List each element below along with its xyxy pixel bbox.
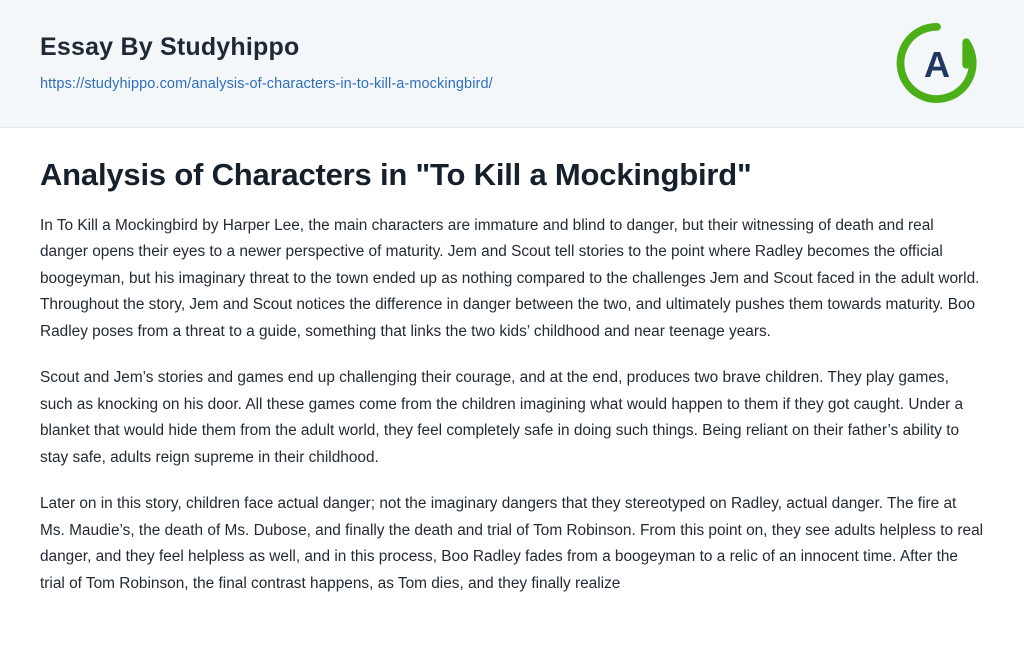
document-header: [0, 0, 1024, 128]
article-body: [40, 213, 984, 597]
brand-word-studyhippo: Studyhippo: [159, 33, 300, 61]
circular-a-logo-icon: [894, 20, 980, 106]
source-url-link[interactable]: https://studyhippo.com/analysis-of-characters-in-to-kill-a-mockingbird/: [40, 76, 493, 92]
article-paragraph: Scout and Jem’s stories and games end up challenging their courage, and at the end, produces two brave children. They play games, such as knocking on his door. All these games come from the children imagining what would happen to them if they got caught. Under a blanket that would hide them from the adult world, they feel completely safe in doing such things. Being reliant on their father’s ability to stay safe, adults reign supreme in their childhood.: [40, 369, 964, 466]
page-title: Analysis of Characters in "To Kill a Mockingbird": [40, 157, 752, 192]
brand-word-by: By: [120, 33, 153, 61]
svg-text:A: A: [923, 43, 951, 85]
article-container: [0, 128, 1024, 597]
brand-word-essay: Essay: [40, 33, 114, 61]
site-brand: [40, 32, 984, 62]
article-paragraph: In To Kill a Mockingbird by Harper Lee, the main characters are immature and blind to danger, but their witnessing of death and real danger opens their eyes to a newer perspective of maturity. Jem and Scout tell stories to the point where Radley becomes the official boogeyman, but his imaginary threat to the town ended up as nothing compared to the challenges Jem and Scout faced in the adult world. Throughout the story, Jem and Scout notices the difference in danger between the two, and ultimately pushes them towards maturity. Boo Radley poses from a threat to a guide, something that links the two kids’ childhood and near teenage years.: [40, 216, 980, 340]
article-paragraph: Later on in this story, children face actual danger; not the imaginary dangers that they stereotyped on Radley, actual danger. The fire at Ms. Maudie’s, the death of Ms. Dubose, and finally the death and trial of Tom Robinson. From this point on, they see adults helpless to real danger, and they feel helpless as well, and in this process, Boo Radley fades from a boogeyman to a relic of an innocent time. After the trial of Tom Robinson, the final contrast happens, as Tom dies, and they finally realize: [40, 495, 984, 592]
